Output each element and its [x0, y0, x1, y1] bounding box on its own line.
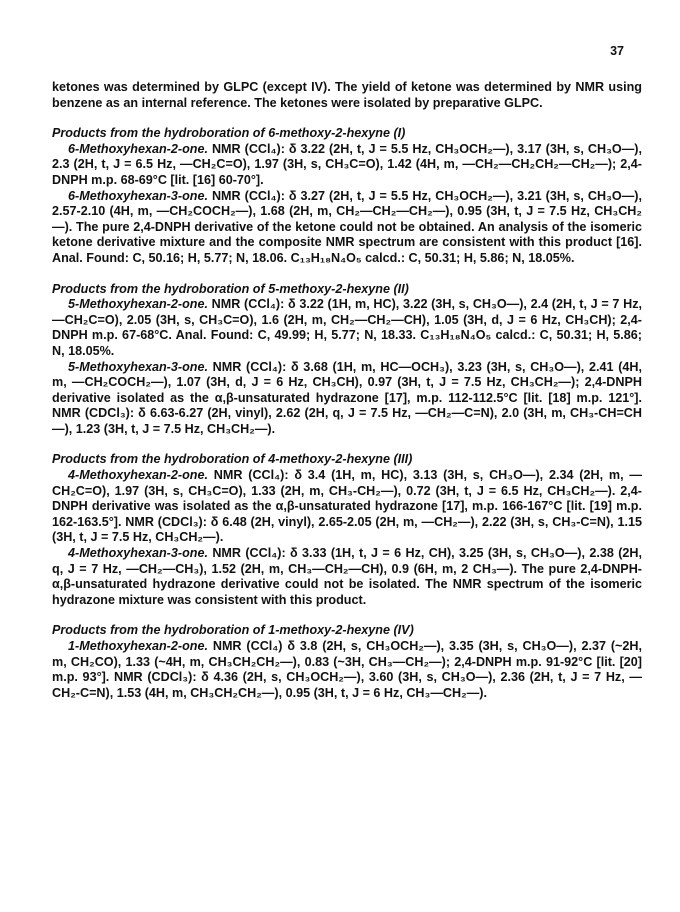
compound-paragraph [52, 468, 642, 546]
compound-title: 4-Methoxyhexan-3-one. [68, 546, 208, 561]
compound-title: 1-Methoxyhexan-2-one. [68, 639, 208, 653]
compound-paragraph [52, 360, 642, 438]
compound-data: NMR (CCl₄) δ 3.8 (2H, s, CH₃OCH₂—), 3.35 (3H, s, CH₃O—), 2.37 (~2H, m, CH₂CO), 1.33 (~4H, m, CH₃CH₂CH₂—), 0.83 (~3H, CH₃—CH₂—); 2,4-DNPH m.p. 91-92°C [lit. [20] m.p. 93°]. NMR (CDCl₃): δ 4.36 (2H, s, CH₃OCH₂—), 3.60 (3H, s, CH₃O—), 2.36 (2H, t, J = 7 Hz, —CH₂-C=N), 1.53 (4H, m, CH₃CH₂CH₂—), 0.95 (3H, t, J = 6 Hz, CH₃—CH₂—). [52, 639, 642, 700]
compound-title: 5-Methoxyhexan-2-one. [68, 297, 208, 312]
section-heading: Products from the hydroboration of 5-methoxy-2-hexyne (II) [52, 281, 409, 296]
page-body [52, 80, 642, 701]
compound-paragraph [52, 546, 642, 608]
compound-data: NMR (CCl₄): δ 3.68 (1H, m, HC—OCH₃), 3.23 (3H, s, CH₃O—), 2.41 (4H, m, —CH₂COCH₂—), 1.07 (3H, d, J = 6 Hz, CH₃CH), 0.97 (3H, t, J = 7.5 Hz, CH₃CH₂—); 2,4-DNPH derivative isolated as the α,β-unsaturated hydrazone [17], m.p. 112-112.5°C [lit. [18] m.p. 121°]. NMR (CDCl₃): δ 6.63-6.27 (2H, vinyl), 2.62 (2H, q, J = 7.5 Hz, —CH₂—C=N), 2.0 (3H, m, CH₃-CH=CH—), 1.23 (3H, t, J = 7.5 Hz, CH₃CH₂—). [52, 359, 642, 436]
compound-data: NMR (CCl₄): δ 3.4 (1H, m, HC), 3.13 (3H, s, CH₃O—), 2.34 (2H, m, —CH₂C=O), 1.97 (3H, s, CH₃C=O), 1.33 (2H, m, CH₃-CH₂—), 0.72 (3H, t, J = 6.5 Hz, CH₃CH₂—). 2,4-DNPH derivative was isolated as the α,β-unsaturated hydrazone [17], m.p. 166-167°C [lit. [19] m.p. 162-163.5°]. NMR (CDCl₃): δ 6.48 (2H, vinyl), 2.65-2.05 (2H, m, —CH₂—), 2.22 (3H, s, CH₃-C=N), 1.15 (3H, t, J = 7.5 Hz, CH₃CH₂—). [52, 468, 642, 545]
compound-paragraph [52, 297, 642, 359]
page-number: 37 [610, 44, 624, 58]
section-heading: Products from the hydroboration of 6-methoxy-2-hexyne (I) [52, 126, 406, 141]
compound-title: 6-Methoxyhexan-3-one. [68, 188, 208, 203]
compound-title: 5-Methoxyhexan-3-one. [68, 359, 208, 374]
intro-paragraph: ketones was determined by GLPC (except IV). The yield of ketone was determined by NMR using benzene as an internal reference. The ketones were isolated by preparative GLPC. [52, 80, 642, 110]
compound-data: NMR (CCl₄): δ 3.22 (2H, t, J = 5.5 Hz, CH₃OCH₂—), 3.17 (3H, s, CH₃O—), 2.3 (2H, t, J = 6.5 Hz, —CH₂C=O), 1.97 (3H, s, CH₃C=O), 1.42 (4H, m, —CH₂—CH₂CH₂—CH₂—); 2,4-DNPH m.p. 68-69°C [lit. [16] 60-70°]. [52, 141, 642, 187]
compound-data: NMR (CCl₄): δ 3.22 (1H, m, HC), 3.22 (3H, s, CH₃O—), 2.4 (2H, t, J = 7 Hz, —CH₂C=O), 2.05 (3H, s, CH₃C=O), 1.6 (2H, m, CH₂—CH₂—CH), 1.05 (3H, d, J = 6 Hz, CH₃CH); 2,4-DNPH m.p. 67-68°C. Anal. Found: C, 49.99; H, 5.77; N, 18.33. C₁₃H₁₈N₄O₅ calcd.: C, 50.31; H, 5.86; N, 18.05%. [52, 297, 642, 358]
compound-paragraph [52, 189, 642, 267]
compound-title: 4-Methoxyhexan-2-one. [68, 468, 208, 483]
compound-data: NMR (CCl₄): δ 3.27 (2H, t, J = 5.5 Hz, CH₃OCH₂—), 3.21 (3H, s, CH₃O—), 2.57-2.10 (4H, m, —CH₂COCH₂—), 1.68 (2H, m, CH₂—CH₂—CH₂—), 0.95 (3H, t, J = 7.5 Hz, CH₃CH₂—). The pure 2,4-DNPH derivative of the ketone could not be obtained. An analysis of the isomeric ketone derivative mixture and the composite NMR spectrum are consistent with this product [16]. Anal. Found: C, 50.16; H, 5.77; N, 18.06. C₁₃H₁₈N₄O₅ calcd.: C, 50.31; H, 5.86; N, 18.05%. [52, 188, 642, 265]
compound-title: 6-Methoxyhexan-2-one. [68, 141, 208, 156]
section-heading: Products from the hydroboration of 1-methoxy-2-hexyne (IV) [52, 623, 414, 638]
compound-paragraph [52, 639, 642, 701]
compound-data: NMR (CCl₄): δ 3.33 (1H, t, J = 6 Hz, CH), 3.25 (3H, s, CH₃O—), 2.38 (2H, q, J = 7 Hz, —CH₂—CH₃), 1.52 (2H, m, CH₃—CH₂—CH), 0.9 (6H, m, 2 CH₃—). The pure 2,4-DNPH-α,β-unsaturated hydrazone derivative could not be isolated. The NMR spectrum of the isomeric hydrazone mixture was consistent with this product. [52, 546, 642, 607]
section-heading: Products from the hydroboration of 4-methoxy-2-hexyne (III) [52, 452, 413, 467]
compound-paragraph [52, 142, 642, 189]
